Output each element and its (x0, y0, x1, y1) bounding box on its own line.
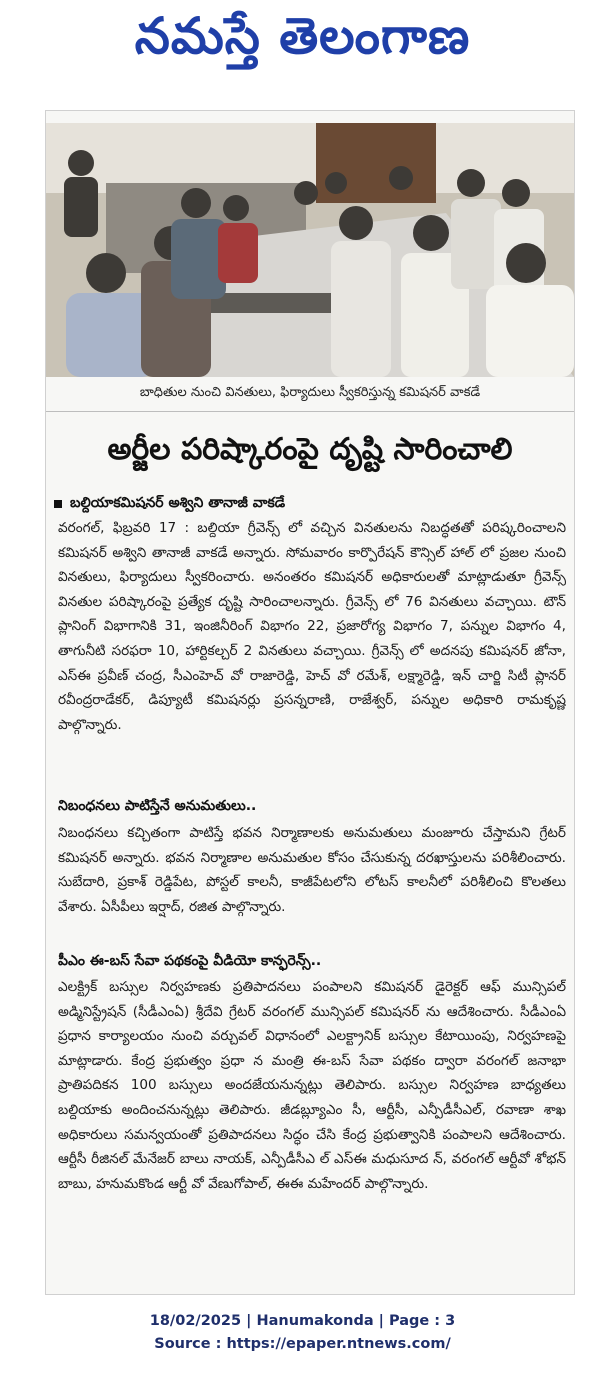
photo-caption: బాధితుల నుంచి వినతులు, ఫిర్యాదులు స్వీకరిస్తున్న కమిషనర్ వాకడే (46, 377, 574, 412)
news-clipping (45, 110, 575, 1295)
article-paragraph-2: నిబంధనలు కచ్చితంగా పాటిస్తే భవన నిర్మాణాలకు అనుమతులు మంజూరు చేస్తామని గ్రేటర్ కమిషనర్ అన్నారు. భవన నిర్మాణాల అనుమతుల కోసం చేసుకున్న దరఖాస్తులను పరిశీలించారు. సుబేదారి, ప్రకాశ్ రెడ్డిపేట, పోస్టల్ కాలనీ, కాజీపేటలోని లోటస్ కాలనీలో పరిశీలించి కొలతలు వేశారు. ఏసీపీలు ఇర్షాద్, రజిత పాల్గొన్నారు. (58, 825, 566, 915)
article-paragraph-3: ఎలక్ట్రిక్ బస్సుల నిర్వహణకు ప్రతిపాదనలు పంపాలని కమిషనర్ డైరెక్టర్ ఆఫ్ మున్సిపల్ అడ్మినిస్ట్రేషన్ (సీడీఎంఏ) శ్రీదేవి గ్రేటర్ వరంగల్ మున్సిపల్ కమిషనర్ ను ఆదేశించారు. సీడీఎంఏ ప్రధాన కార్యాలయం నుంచి వర్చువల్ విధానంలో ఎలక్ట్రానిక్ బస్సుల కేటాయింపు, నిర్వహణపై మాట్లాడారు. కేంద్ర ప్రభుత్వం ప్రధా న మంత్రి ఈ-బస్ సేవా పథకం ద్వారా వరంగల్ జనాభా ప్రాతిపదికన 100 బస్సులు అందజేయనున్నట్లు తెలిపారు. బస్సుల నిర్వహణ బాధ్యతలు బల్దియాకు అందించనున్నట్లు తెలిపారు. జీడబ్ల్యూఎం సీ, ఆర్టీసీ, ఎన్పీడీసీఎల్, రవాణా శాఖ అధికారులు సమన్వయంతో ప్రతిపాదనలు సిద్ధం చేసి కేంద్ర ప్రభుత్వానికి పంపాలని ఆదేశించారు. ఆర్టీసీ రీజినల్ మేనేజర్ బాలు నాయక్, ఎన్పీడీసీఎ ల్ ఎస్ఈ మధుసూద న్, వరంగల్ ఆర్టీవో శోభన్ బాబు, హనుమకొండ ఆర్టీ వో వేణుగోపాల్, ఈఈ మహేందర్ పాల్గొన్నారు. (58, 979, 566, 1192)
article-photo (46, 123, 574, 377)
footer-source: Source : https://epaper.ntnews.com/ (154, 1336, 451, 1352)
bullet-square-icon (54, 500, 62, 508)
masthead (0, 0, 605, 84)
section-heading-ebus: పీఎం ఈ-బస్ సేవా పథకంపై వీడియో కాన్ఫరెన్స్.. (58, 953, 322, 969)
meeting-photo-illustration (46, 123, 574, 377)
article-headline: అర్జీల పరిష్కారంపై దృష్టి సారించాలి (107, 432, 513, 467)
subheadline-text: బల్దియాకమిషనర్ అశ్విని తానాజీ వాకడే (70, 494, 286, 511)
article-paragraph-1: వరంగల్, ఫిబ్రవరి 17 : బల్దియా గ్రీవెన్స్ లో వచ్చిన వినతులను నిబద్ధతతో పరిష్కరించాలని కమిషనర్ అశ్విని తానాజీ వాకడే అన్నారు. సోమవారం కార్పొరేషన్ కౌన్సిల్ హాల్ లో ప్రజల నుంచి వినతులు, ఫిర్యాదులు స్వీకరించారు. అనంతరం కమిషనర్ అధికారులతో మాట్లాడుతూ గ్రీవెన్స్ వినతుల పరిష్కారంపై ప్రత్యేక దృష్టి సారించాలన్నారు. గ్రీవెన్స్ లో 76 వినతులు వచ్చాయి. టౌన్ ప్లానింగ్ విభాగానికి 31, ఇంజినీరింగ్ విభాగం 22, ప్రజారోగ్య విభాగం 7, పన్నుల విభాగం 4, తాగునీటి సరఫరా 10, హార్టికల్చర్ 2 వినతులు వచ్చాయి. గ్రీవెన్స్ లో అదనపు కమిషనర్ జోనా, ఎస్ఈ ప్రవీణ్ చంద్ర, సీఎంహెచ్ వో రాజారెడ్డి, హెచ్ వో రమేశ్, లక్ష్మారెడ్డి, ఇన్ చార్జి సిటీ ప్లానర్ రవీంద్రరాడేకర్, డిప్యూటీ కమిషనర్లు ప్రసన్నరాణి, రాజేశ్వర్, పన్నుల అధికారి రామకృష్ణ పాల్గొన్నారు. (58, 520, 566, 733)
section-heading-permissions: నిబంధనలు పాటిస్తేనే అనుమతులు.. (58, 798, 257, 814)
footer-dateline: 18/02/2025 | Hanumakonda | Page : 3 (149, 1313, 456, 1329)
article-subheadline (54, 493, 564, 515)
masthead-title: నమస్తే తెలంగాణ (134, 6, 471, 65)
